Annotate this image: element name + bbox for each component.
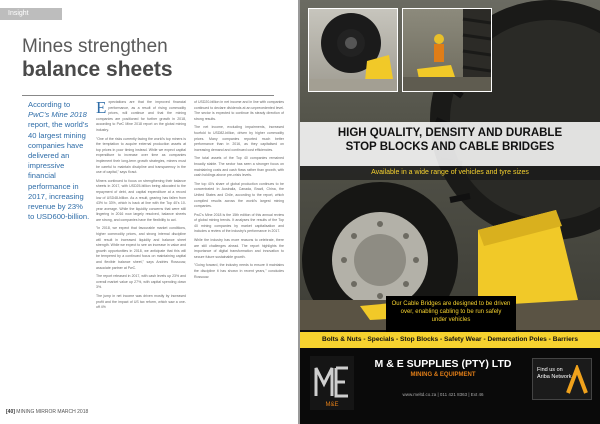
company-contact: www.meltd.co.za | 011 421 8363 | Ext 46 [402, 392, 484, 397]
body-paragraph: While the industry has more reasons to celebrate, there are still challenges ahead. The report highlights the importance of digital transformation and innovation to secure future sustainable growth. [194, 238, 284, 259]
body-column-1 [96, 100, 186, 392]
company-block [358, 358, 528, 400]
ariba-mark-icon [566, 365, 588, 395]
body-paragraph: The net income, excluding impairments, increased fourfold to USD82-billion, driven by higher commodity prices. Many companies reported much better performance than in 2016, as they capitalised on increasing demand and continued cost efficiencies. [194, 125, 284, 152]
cable-bridge-caption [386, 296, 516, 332]
section-tag: Insight [0, 8, 62, 20]
body-paragraph: The report released in 2017, with cash levels up 23% and overall market value up 27%, with capital spending down 3%. [96, 274, 186, 290]
advert-subheadline: Available in a wide range of vehicles and tyre sizes [300, 166, 600, 180]
ariba-badge-text: Find us on Ariba Network [537, 367, 572, 380]
product-list-bar: Bolts & Nuts - Specials - Stop Blocks - Safety Wear - Demarcation Poles - Barriers [300, 332, 600, 348]
intro-post: report, the world's 40 largest mining companies have delivered an impressive financial performance in 2017, increasing revenue by 23% to USD600-billion. [28, 120, 90, 222]
article-body [96, 100, 284, 392]
body-paragraph: The top 40's share of global production continues to be concentrated in Australia, Canada, Brazil, China, the United States and Chile, according to the report, which compiled results across the world's largest mining companies. [194, 181, 284, 209]
logo-text: M&E [325, 402, 339, 408]
body-paragraph: Miners continued to focus on strengthening their balance sheets in 2017, with USD25-billion being allocated to the repayment of debt, and capital expenditure at a record low of USD48-billion. As a result, gearing has fallen from 43% to 33%, which is back at line with the Top 40's 10-year average. While the liquidity concerns that were still lingering in 2016 now largely resolved, balance sheets are strong, and companies have the flexibility to act. [96, 178, 186, 222]
company-subtitle: MINING & EQUIPMENT [410, 372, 476, 378]
drop-cap: E [96, 100, 107, 117]
intro-report-name: PwC's Mine 2018 [28, 110, 87, 120]
headline-line-1: Mines strengthen [22, 36, 168, 57]
stop-block-photo [308, 8, 398, 92]
headline-line-2: balance sheets [22, 58, 173, 81]
advert-headline-banner [300, 122, 600, 166]
caption-line-1: Our Cable Bridges are designed to be driven [391, 301, 511, 307]
body-paragraph: The total assets of the Top 40 companies remained broadly stable. The sector has seen a stronger focus on maintaining costs and cash flows rather than growth, with cash holdings above pre-crisis levels. [194, 156, 284, 178]
body-paragraph: The jump in net income was driven mostly by increased profit and the impact of US tax reform, which saw a one-off 4% [96, 294, 186, 310]
body-paragraph: "In 2018, we expect that favourable market conditions, higher commodity prices, and strong internal discipline will result in increased liquidity and balance sheet strength. While we expect to see an increase in value and growth opportunities in 2018, we anticipate that this will be tempered by a continued focus on maintaining capital and flexible balance sheet," says Andries Rossouw, associate partner at PwC. [96, 226, 186, 270]
advert-headline-line-1: HIGH QUALITY, DENSITY AND DURABLE [337, 127, 563, 139]
body-paragraph: PwC's Mine 2018 is the 15th edition of this annual review of global mining trends. It analyses the results of the Top 40 mining companies by market capitalisation and includes a review of the industry's performance in 2017. [194, 212, 284, 234]
article-headline [22, 36, 282, 82]
headline-rule [22, 95, 274, 96]
worker-photo [402, 8, 492, 92]
page-footer [6, 408, 296, 416]
magazine-name: MINING MIRROR [16, 409, 57, 415]
body-paragraph: of USD20-billion in net income and in line with companies continued to declare dividends at an unprecedented level. The sector is expected to continue its steady direction of strong results. [194, 100, 284, 121]
advert-page [300, 0, 600, 424]
advert-headline-line-2: STOP BLOCKS AND CABLE BRIDGES [345, 141, 555, 153]
body-column-2 [194, 100, 284, 392]
editorial-page [0, 0, 298, 424]
caption-line-3: under vehicles [431, 317, 471, 323]
company-name: M & E SUPPLIES (PTY) LTD [374, 358, 512, 370]
body-paragraph: "One of the risks currently facing the world's top miners is the temptation to acquire external production assets at top prices in poor timing instead. While we expect capital expenditure to increase over time as companies implement their long-term growth strategies, miners must be careful to maintain discipline and transparency in the use of capital," says Kraut. [96, 136, 186, 175]
page-number: [40] [6, 409, 15, 415]
body-paragraph: "Going forward, the industry needs to ensure it maintains the discipline it has shown in recent years," concludes Rossouw. [194, 263, 284, 279]
issue-date: MARCH 2018 [57, 409, 89, 415]
intro-pre: According to [28, 100, 71, 109]
body-paragraph: Expectations are that the improved financial performance, as a result of rising commodity prices, will continue and that the mining companies are positioned for further growth in 2018, according to PwC Mine 2018 report on the global mining industry. [96, 100, 186, 132]
company-logo [310, 356, 354, 410]
intro-blurb [28, 100, 90, 222]
caption-line-2: over, enabling cabling to be run safely [400, 309, 502, 315]
ariba-badge[interactable] [532, 358, 592, 400]
